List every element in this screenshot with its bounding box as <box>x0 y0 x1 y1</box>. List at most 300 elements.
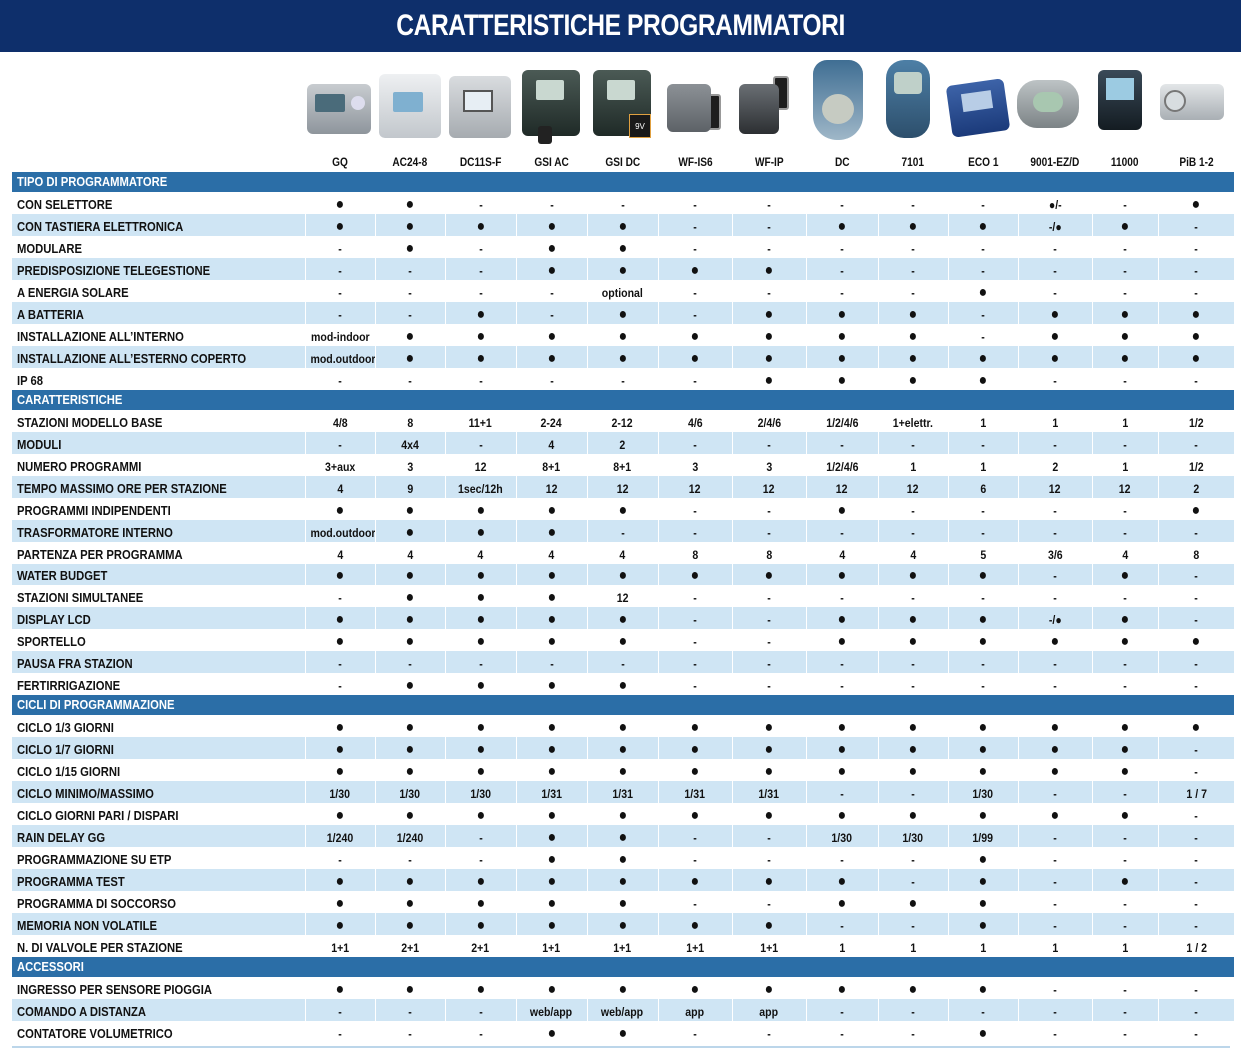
cell-value: 2/4/6 <box>757 415 781 430</box>
cell-value: - <box>840 1026 844 1041</box>
cell-value: 1/2/4/6 <box>825 459 859 474</box>
table-row <box>12 214 1234 236</box>
cell-value: ● <box>1191 349 1201 367</box>
cell-value: ● <box>618 261 627 279</box>
cell-value: ● <box>978 895 988 913</box>
value-cell <box>948 258 1018 280</box>
value-cell <box>878 607 948 629</box>
row-label: CON SELETTORE <box>17 197 113 212</box>
cell-value: 2+1 <box>401 940 419 955</box>
value-cell <box>305 346 375 368</box>
cell-value: 1 <box>1052 940 1058 955</box>
value-cell <box>658 607 732 629</box>
value-cell <box>1092 498 1158 520</box>
value-cell <box>1092 368 1158 390</box>
value-cell <box>878 847 948 869</box>
cell-value: ● <box>1050 305 1060 323</box>
value-cell <box>806 715 878 737</box>
cell-value: ● <box>690 719 700 737</box>
cell-value: 3+aux <box>324 459 356 474</box>
cell-value: ● <box>405 239 415 257</box>
value-cell <box>305 869 375 891</box>
cell-value: - <box>1053 853 1057 868</box>
value-cell <box>732 825 806 847</box>
table-row <box>12 368 1234 390</box>
table-row <box>12 192 1234 214</box>
cell-value: 11+1 <box>468 415 493 430</box>
value-cell <box>878 673 948 695</box>
value-cell <box>948 673 1018 695</box>
value-cell <box>305 432 375 454</box>
value-cell <box>806 585 878 607</box>
value-cell <box>375 737 445 759</box>
row-label: PAUSA FRA STAZION <box>17 657 133 672</box>
value-cell <box>375 673 445 695</box>
row-label: TRASFORMATORE INTERNO <box>17 525 173 540</box>
value-cell <box>732 542 806 564</box>
cell-value: 4 <box>548 437 555 452</box>
value-cell <box>1018 192 1092 214</box>
value-cell <box>948 737 1018 759</box>
cell-value: ● <box>618 327 627 345</box>
cell-value: - <box>1194 263 1199 278</box>
value-cell <box>516 737 587 759</box>
cell-value: - <box>840 285 844 300</box>
cell-value: ● <box>405 195 415 213</box>
cell-value: 4 <box>1122 547 1128 562</box>
cell-value: ● <box>837 349 847 367</box>
value-cell <box>305 368 375 390</box>
section-header-row <box>12 957 1234 977</box>
cell-value: - <box>1053 982 1057 997</box>
value-cell <box>658 935 732 957</box>
value-cell <box>445 520 516 542</box>
cell-value: ● <box>476 633 485 651</box>
value-cell <box>305 192 375 214</box>
cell-value: - <box>840 263 844 278</box>
value-cell <box>948 454 1018 476</box>
value-cell <box>1018 869 1092 891</box>
cell-value: - <box>1053 679 1057 694</box>
cell-value: ● <box>837 633 847 651</box>
model-name-cell <box>1092 150 1158 172</box>
value-cell <box>732 869 806 891</box>
value-cell <box>587 432 658 454</box>
cell-value: ● <box>764 807 774 825</box>
cell-value: ● <box>405 917 415 934</box>
model-name-cell <box>658 150 732 172</box>
value-cell <box>445 803 516 825</box>
value-cell <box>375 847 445 869</box>
table-row <box>12 847 1234 869</box>
value-cell <box>1018 368 1092 390</box>
cell-value: - <box>693 831 697 846</box>
value-cell <box>806 454 878 476</box>
row-label-cell <box>12 629 305 651</box>
value-cell <box>1158 498 1234 520</box>
product-photo-ac24-8 <box>377 62 443 144</box>
value-cell <box>375 607 445 629</box>
cell-value: ● <box>978 283 988 301</box>
value-cell <box>658 542 732 564</box>
value-cell <box>516 258 587 280</box>
cell-value: - <box>1194 373 1199 388</box>
row-label-cell <box>12 673 305 695</box>
cell-value: - <box>767 897 771 912</box>
cell-value: ● <box>335 217 345 235</box>
value-cell <box>806 847 878 869</box>
cell-value: - <box>478 373 483 388</box>
cell-value: - <box>338 657 342 672</box>
cell-value: ● <box>1120 633 1130 651</box>
cell-value: 1 <box>839 940 845 955</box>
value-cell <box>375 1021 445 1043</box>
cell-value: ● <box>405 589 415 607</box>
value-cell <box>732 999 806 1021</box>
value-cell <box>1018 737 1092 759</box>
value-cell <box>948 1021 1018 1043</box>
value-cell <box>948 302 1018 324</box>
value-cell <box>1158 258 1234 280</box>
value-cell <box>658 891 732 913</box>
value-cell <box>948 520 1018 542</box>
cell-value: - <box>1053 787 1057 802</box>
table-row <box>12 564 1234 586</box>
cell-value: - <box>478 285 483 300</box>
value-cell <box>806 999 878 1021</box>
value-cell <box>658 214 732 236</box>
value-cell <box>375 564 445 586</box>
value-cell <box>587 585 658 607</box>
cell-value: - <box>693 219 697 234</box>
cell-value: -/● <box>1048 219 1062 234</box>
value-cell <box>445 847 516 869</box>
value-cell <box>658 803 732 825</box>
section-header-row <box>12 172 1234 192</box>
cell-value: ● <box>405 807 415 825</box>
cell-value: ● <box>837 371 847 389</box>
cell-value: ● <box>476 719 485 737</box>
value-cell <box>658 454 732 476</box>
cell-value: ● <box>335 895 345 913</box>
table-row <box>12 737 1234 759</box>
cell-value: - <box>338 1026 342 1041</box>
row-label-cell <box>12 913 305 935</box>
value-cell <box>1018 302 1092 324</box>
value-cell <box>587 346 658 368</box>
cell-value: - <box>693 853 697 868</box>
cell-value: ● <box>547 567 556 585</box>
value-cell <box>1158 585 1234 607</box>
value-cell <box>948 432 1018 454</box>
cell-value: ● <box>908 217 918 235</box>
value-cell <box>445 258 516 280</box>
product-photo-wf-is6 <box>661 62 727 144</box>
value-cell <box>305 607 375 629</box>
value-cell <box>806 476 878 498</box>
value-cell <box>375 629 445 651</box>
cell-value: - <box>1053 919 1057 933</box>
cell-value: 12 <box>763 481 775 496</box>
value-cell <box>948 410 1018 432</box>
cell-value: - <box>1123 1026 1127 1041</box>
value-cell <box>1018 520 1092 542</box>
cell-value: ● <box>335 501 345 519</box>
cell-value: 4 <box>910 547 916 562</box>
cell-value: ● <box>618 851 627 869</box>
value-cell <box>878 192 948 214</box>
value-cell <box>1018 410 1092 432</box>
cell-value: ● <box>690 349 700 367</box>
cell-value: - <box>1194 219 1199 234</box>
product-photo-row <box>0 52 1241 147</box>
cell-value: ● <box>908 807 918 825</box>
row-label: CICLO GIORNI PARI / DISPARI <box>17 809 179 824</box>
cell-value: - <box>1194 241 1199 256</box>
cell-value: - <box>693 373 697 388</box>
value-cell <box>375 280 445 302</box>
value-cell <box>658 302 732 324</box>
value-cell <box>658 564 732 586</box>
cell-value: ● <box>405 633 415 651</box>
cell-value: ● <box>476 807 485 825</box>
cell-value: ● <box>405 501 415 519</box>
value-cell <box>732 368 806 390</box>
value-cell <box>732 585 806 607</box>
value-cell <box>806 935 878 957</box>
value-cell <box>1018 999 1092 1021</box>
value-cell <box>878 454 948 476</box>
cell-value: ● <box>547 741 556 759</box>
value-cell <box>878 585 948 607</box>
cell-value: ● <box>837 980 847 998</box>
product-photo-9001-ez-d <box>1013 62 1083 144</box>
value-cell <box>806 781 878 803</box>
table-row <box>12 236 1234 258</box>
cell-value: 1/30 <box>329 787 351 802</box>
row-label: N. DI VALVOLE PER STAZIONE <box>17 940 183 955</box>
model-name: PiB 1-2 <box>1179 157 1214 169</box>
value-cell <box>948 564 1018 586</box>
row-label-cell <box>12 258 305 280</box>
cell-value: - <box>1123 831 1127 846</box>
cell-value: ● <box>476 217 485 235</box>
value-cell <box>806 629 878 651</box>
cell-value: - <box>693 591 697 606</box>
cell-value: - <box>767 613 771 628</box>
value-cell <box>587 498 658 520</box>
value-cell <box>375 214 445 236</box>
value-cell <box>732 214 806 236</box>
cell-value: 12 <box>474 459 487 474</box>
cell-value: 1/31 <box>684 787 706 802</box>
cell-value: - <box>1123 525 1127 540</box>
value-cell <box>516 869 587 891</box>
cell-value: 8 <box>1193 547 1200 562</box>
cell-value: ● <box>837 895 847 913</box>
cell-value: ● <box>1120 349 1130 367</box>
cell-value: - <box>549 657 554 672</box>
row-label: PREDISPOSIZIONE TELEGESTIONE <box>17 263 211 278</box>
cell-value: 12 <box>1049 481 1061 496</box>
value-cell <box>732 346 806 368</box>
value-cell <box>1158 913 1234 935</box>
cell-value: 4 <box>337 481 343 496</box>
cell-value: ● <box>1050 633 1060 651</box>
cell-value: ● <box>476 523 485 541</box>
table-row <box>12 302 1234 324</box>
cell-value: - <box>549 285 554 300</box>
cell-value: - <box>767 503 771 518</box>
value-cell <box>516 607 587 629</box>
value-cell <box>305 520 375 542</box>
value-cell <box>658 781 732 803</box>
table-row <box>12 629 1234 651</box>
cell-value: - <box>767 437 771 452</box>
value-cell <box>658 476 732 498</box>
value-cell <box>1092 891 1158 913</box>
row-label-cell <box>12 869 305 891</box>
value-cell <box>1018 673 1092 695</box>
table-row <box>12 454 1234 476</box>
value-cell <box>948 214 1018 236</box>
value-cell <box>1158 759 1234 781</box>
cell-value: ● <box>764 305 774 323</box>
cell-value: - <box>911 591 915 606</box>
row-label: DISPLAY LCD <box>17 613 91 628</box>
cell-value: ● <box>547 895 556 913</box>
value-cell <box>806 214 878 236</box>
value-cell <box>1018 781 1092 803</box>
cell-value: 1/240 <box>326 831 354 846</box>
row-label: PROGRAMMA TEST <box>17 875 125 890</box>
value-cell <box>1158 629 1234 651</box>
cell-value: - <box>1053 373 1057 388</box>
cell-value: ● <box>547 763 556 781</box>
value-cell <box>806 520 878 542</box>
value-cell <box>587 1021 658 1043</box>
cell-value: - <box>1123 657 1127 672</box>
cell-value: - <box>408 307 412 322</box>
cell-value: - <box>840 853 844 868</box>
cell-value: optional <box>601 285 644 300</box>
cell-value: - <box>338 285 342 300</box>
cell-value: ● <box>476 873 485 891</box>
cell-value: - <box>620 197 625 212</box>
value-cell <box>878 869 948 891</box>
cell-value: - <box>911 1026 915 1041</box>
value-cell <box>1092 1021 1158 1043</box>
value-cell <box>516 585 587 607</box>
value-cell <box>1092 585 1158 607</box>
cell-value: ●/- <box>1048 197 1062 212</box>
model-name: WF-IS6 <box>677 157 713 169</box>
value-cell <box>375 715 445 737</box>
model-name: GSI AC <box>534 157 569 169</box>
value-cell <box>1092 673 1158 695</box>
cell-value: 6 <box>980 481 986 496</box>
cell-value: ● <box>978 349 988 367</box>
cell-value: 4 <box>337 547 343 562</box>
value-cell <box>806 236 878 258</box>
value-cell <box>658 192 732 214</box>
value-cell <box>1158 999 1234 1021</box>
cell-value: - <box>1053 591 1057 606</box>
value-cell <box>305 629 375 651</box>
row-label: INSTALLAZIONE ALL’INTERNO <box>17 329 184 344</box>
cell-value: -/● <box>1048 613 1062 628</box>
cell-value: 8 <box>766 547 772 562</box>
row-label-cell <box>12 346 305 368</box>
row-label-cell <box>12 935 305 957</box>
cell-value: ● <box>1191 327 1201 345</box>
model-name-cell <box>445 150 516 172</box>
value-cell <box>305 825 375 847</box>
model-name: GQ <box>332 157 348 169</box>
model-name: AC24-8 <box>392 157 428 169</box>
value-cell <box>305 781 375 803</box>
product-photo-7101 <box>875 62 941 144</box>
cell-value: ● <box>618 763 627 781</box>
cell-value: - <box>911 197 915 212</box>
cell-value: - <box>840 437 844 452</box>
value-cell <box>1018 913 1092 935</box>
value-cell <box>587 737 658 759</box>
value-cell <box>375 258 445 280</box>
table-row <box>12 869 1234 891</box>
cell-value: - <box>1194 765 1199 780</box>
table-row <box>12 498 1234 520</box>
value-cell <box>305 1021 375 1043</box>
cell-value: ● <box>837 763 847 781</box>
cell-value: ● <box>837 719 847 737</box>
cell-value: web/app <box>601 1004 644 1019</box>
cell-value: ● <box>335 633 345 651</box>
cell-value: ● <box>1120 567 1130 585</box>
value-cell <box>516 977 587 999</box>
cell-value: 1/30 <box>399 787 421 802</box>
row-label-cell <box>12 825 305 847</box>
row-label: TEMPO MASSIMO ORE PER STAZIONE <box>17 481 227 496</box>
value-cell <box>1158 737 1234 759</box>
value-cell <box>878 629 948 651</box>
cell-value: ● <box>335 807 345 825</box>
cell-value: - <box>911 263 915 278</box>
cell-value: - <box>981 657 985 672</box>
value-cell <box>375 520 445 542</box>
table-row <box>12 651 1234 673</box>
value-cell <box>1092 346 1158 368</box>
cell-value: ● <box>1191 195 1201 213</box>
product-photo-dc11s-f <box>447 62 513 144</box>
cell-value: - <box>1123 1004 1127 1019</box>
table-row <box>12 324 1234 346</box>
cell-value: ● <box>618 873 627 891</box>
value-cell <box>806 324 878 346</box>
cell-value: ● <box>476 349 485 367</box>
cell-value: - <box>840 1004 844 1019</box>
row-label-cell <box>12 432 305 454</box>
table-row <box>12 258 1234 280</box>
model-name: 7101 <box>901 157 925 169</box>
cell-value: mod.outdoor <box>309 525 375 540</box>
cell-value: - <box>767 219 771 234</box>
cell-value: 1/30 <box>831 831 853 846</box>
cell-value: 12 <box>836 481 848 496</box>
value-cell <box>305 236 375 258</box>
value-cell <box>445 891 516 913</box>
row-label-cell <box>12 476 305 498</box>
